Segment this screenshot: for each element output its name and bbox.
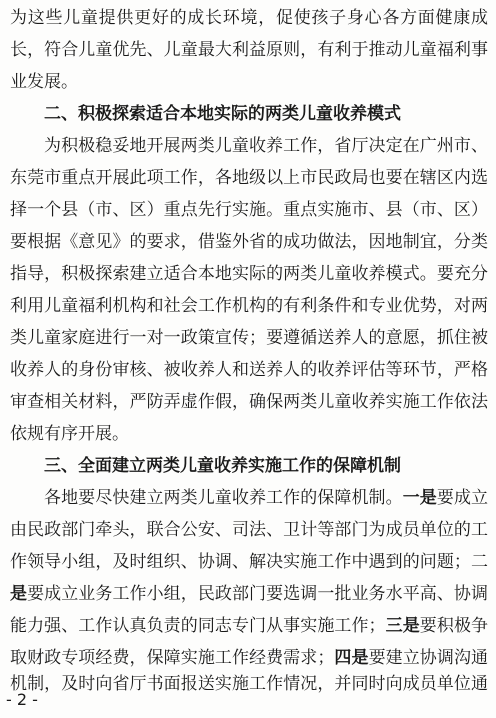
emphasis-text: 三是 [385,616,420,636]
paragraph-line: 机制，及时向省厅书面报送实施工作情况，并同时向成员单位通 [10,674,488,694]
paragraph-line: 作领导小组，及时组织、协调、解决实施工作中遇到的问题；二 [10,552,488,572]
line-text: 能力强、工作认真负责的同志专门从事实施工作； [10,616,386,636]
line-text: 要成立业务工作小组，民政部门要选调一批业务水平高、协调 [27,584,488,604]
paragraph-line: 收养人的身份审核、被收养人和送养人的收养评估等环节，严格 [10,360,488,380]
paragraph-line [10,610,488,642]
paragraph-line: 要根据《意见》的要求，借鉴外省的成功做法，因地制宜，分类 [10,232,488,252]
paragraph-line: 东莞市重点开展此项工作，各地级以上市民政局也要在辖区内选 [10,168,488,188]
page-number: - 2 - [6,690,38,709]
emphasis-text: 四是 [334,648,369,668]
paragraph-line: 长，符合儿童优先、儿童最大利益原则，有利于推动儿童福利事 [10,40,488,60]
paragraph-line: 利用儿童福利机构和社会工作机构的有利条件和专业优势，对两 [10,296,488,316]
line-text: 要建立协调沟通 [368,648,488,668]
paragraph-line [10,578,488,610]
paragraph-line: 依规有序开展。 [10,424,129,444]
paragraph-line: 择一个县（市、区）重点先行实施。重点实施市、县（市、区） [10,200,488,220]
emphasis-text: 一是 [402,488,437,508]
emphasis-text: 是 [10,584,28,604]
line-text: 各地要尽快建立两类儿童收养工作的保障机制。 [44,488,403,508]
paragraph-line: 业发展。 [10,72,78,92]
paragraph-line: 为积极稳妥地开展两类儿童收养工作，省厅决定在广州市、 [44,136,488,156]
section-heading-two: 二、积极探索适合本地实际的两类儿童收养模式 [44,104,401,124]
line-text: 要积极争 [419,616,488,636]
line-text: 要成立 [436,488,488,508]
paragraph-line: 由民政部门牵头，联合公安、司法、卫计等部门为成员单位的工 [10,520,488,540]
paragraph-line: 指导，积极探索建立适合本地实际的两类儿童收养模式。要充分 [10,264,488,284]
paragraph-line: 类儿童家庭进行一对一政策宣传；要遵循送养人的意愿，抓住被 [10,328,488,348]
paragraph-line: 为这些儿童提供更好的成长环境，促使孩子身心各方面健康成 [10,8,488,28]
paragraph-line [10,642,488,674]
paragraph-line: 审查相关材料，严防弄虚作假，确保两类儿童收养实施工作依法 [10,392,488,412]
paragraph-line [44,482,488,514]
line-text: 取财政专项经费，保障实施工作经费需求； [10,648,335,668]
section-heading-three: 三、全面建立两类儿童收养实施工作的保障机制 [44,456,401,476]
